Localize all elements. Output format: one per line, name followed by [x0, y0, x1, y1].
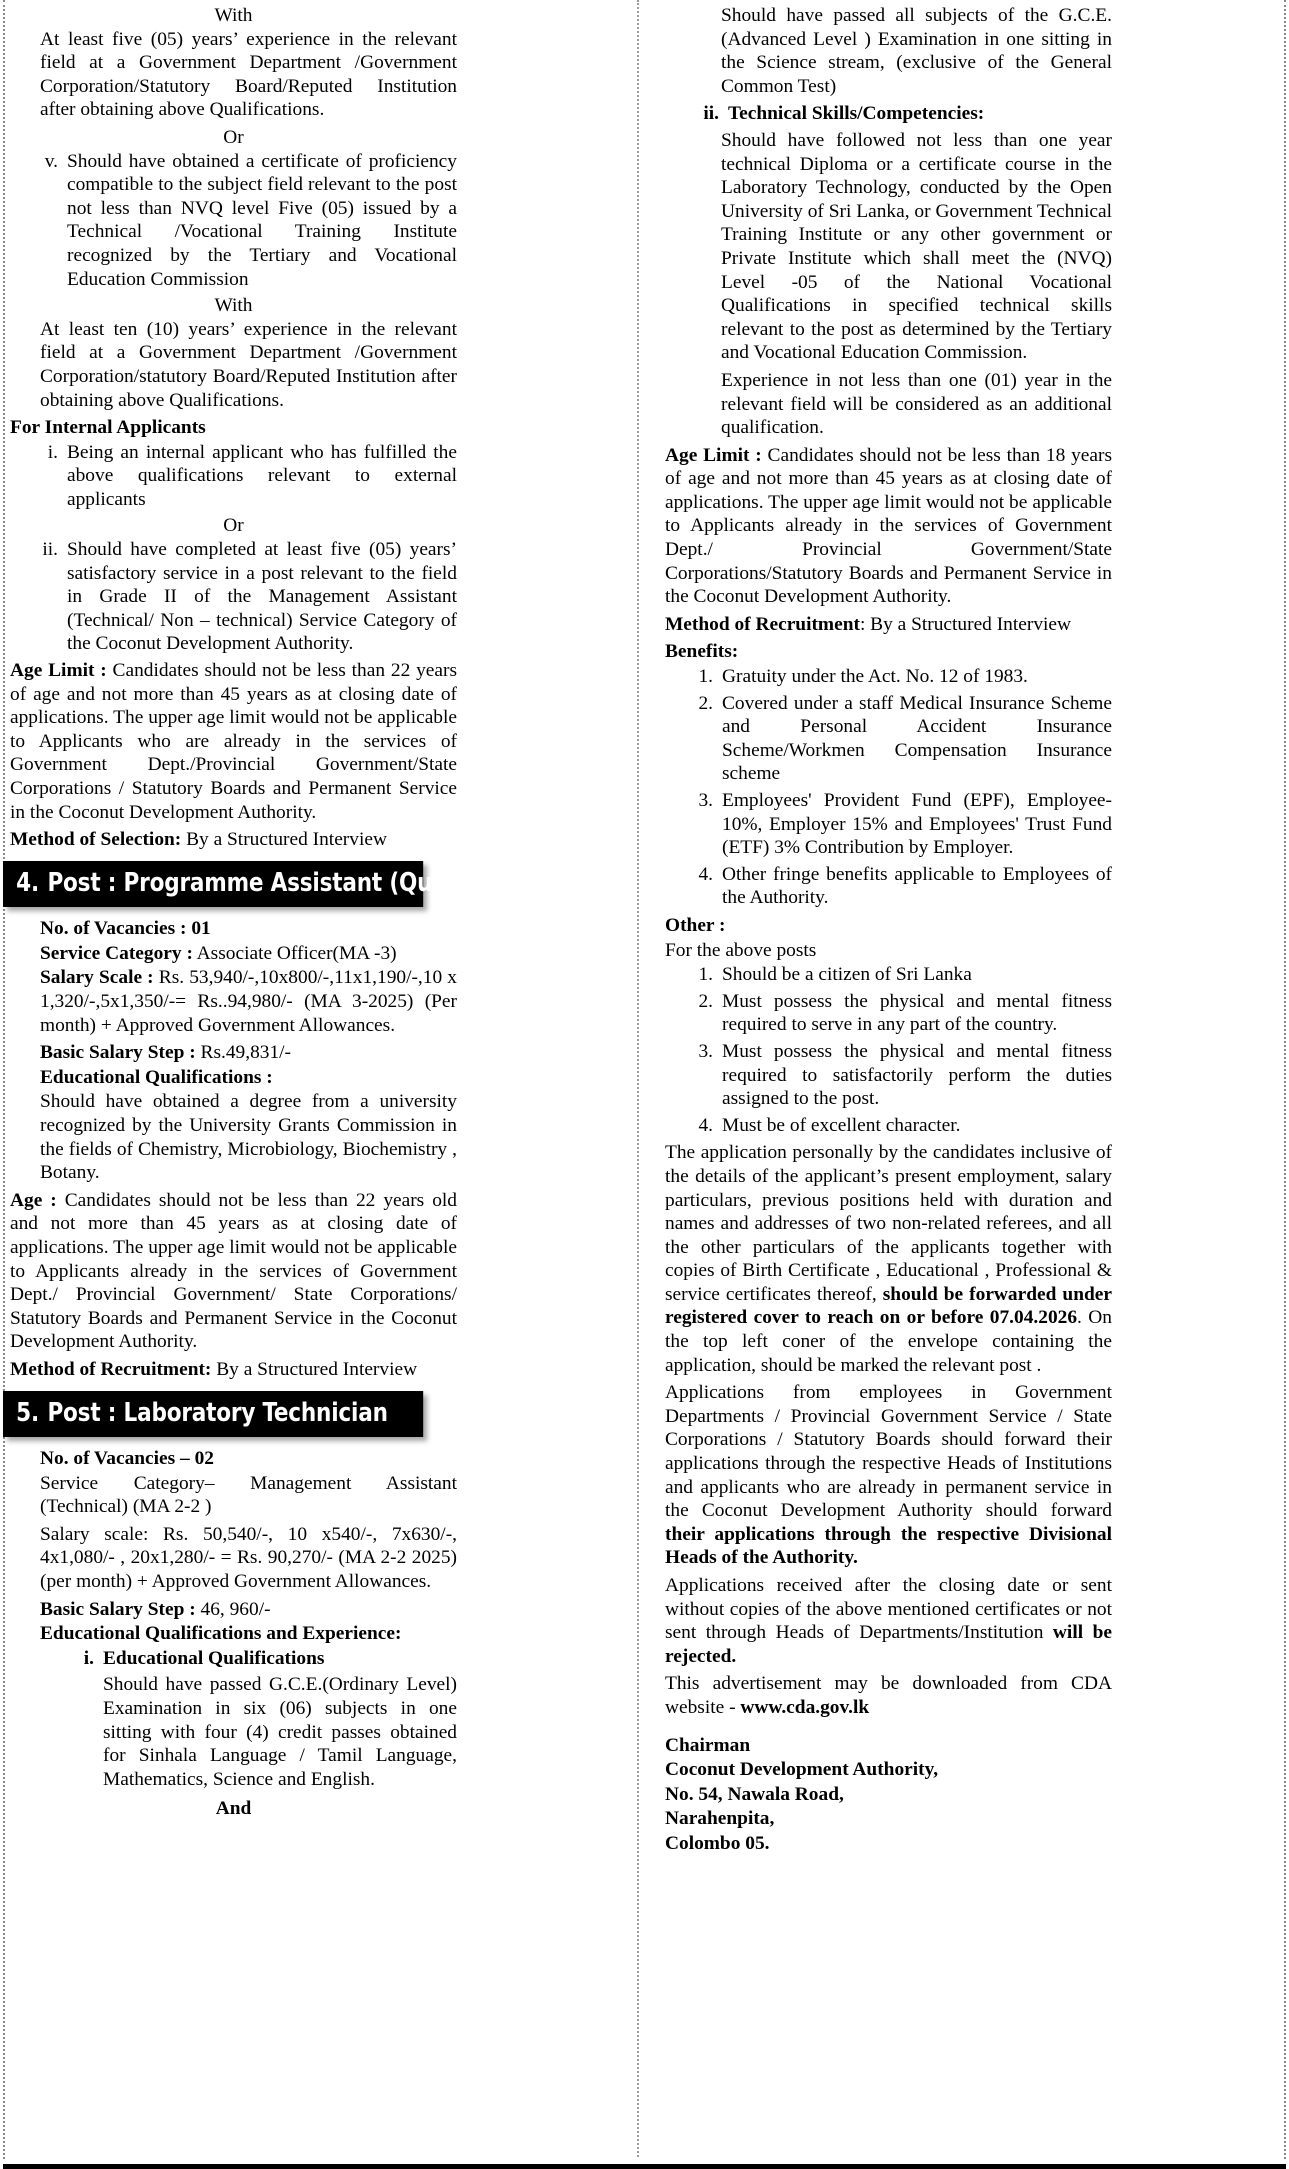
- list-text: Employees' Provident Fund (EPF), Employee-10%, Employer 15% and Employees' Trust Fund (ETF) 3% Contribution by Employer.: [722, 790, 1112, 859]
- application-instructions-paragraph: [665, 1141, 1112, 1377]
- post-5-service-category: Service Category– Management Assistant (Technical) (MA 2-2 ): [40, 1472, 457, 1518]
- list-marker: 3.: [698, 1040, 713, 1062]
- list-marker: 3.: [698, 790, 713, 811]
- list-text: Other fringe benefits applicable to Employees of the Authority.: [722, 863, 1112, 909]
- list-text: Must possess the physical and mental fitness required to serve in any part of the country.: [722, 990, 1112, 1036]
- list-text: Educational Qualifications: [103, 1647, 325, 1669]
- gov-employees-text-part-1: Applications from employees in Government Departments / Provincial Government Service / State Corporations / Statutory Boards should forward their applications through the respective Heads of Institutions and applicants who are already in permanent service in the Coconut Development Authority should forward: [665, 1382, 1112, 1522]
- list-item-internal-i: [32, 441, 457, 512]
- post-4-education-heading: Educational Qualifications :: [40, 1066, 273, 1088]
- right-column: [665, 4, 1112, 1857]
- list-marker: v.: [44, 150, 58, 172]
- post-4-age-paragraph: [10, 1189, 457, 1354]
- post-5-sub-item-i: [66, 1647, 457, 1671]
- and-label: And: [215, 1798, 252, 1820]
- method-of-selection-paragraph: [10, 828, 457, 852]
- late-applications-text: Applications received after the closing date or sent without copies of the above mentioned certificates or not sent through Heads of Departments/Institution: [665, 1575, 1112, 1644]
- technical-skills-text: Should have followed not less than one year technical Diploma or a certificate course in the Laboratory Technology, conducted by the Open University of Sri Lanka, or Government Technical Training Institute or any other government or Private Institute which shall meet the (NVQ) Level -05 of the National Vocational Qualifications in specified technical skills relevant to the post as determined by the Tertiary and Vocational Education Commission.: [721, 129, 1112, 364]
- download-text: This advertisement may be downloaded from CDA website -: [665, 1673, 1112, 1718]
- signature-address-street: No. 54, Nawala Road,: [665, 1783, 844, 1805]
- experience-para-1: At least five (05) years’ experience in the relevant field at a Government Department /Government Corporation/Statutory Board/Reputed Institution after obtaining above Qualifications.: [40, 28, 457, 121]
- post-5-sub-item-i-text: Should have passed G.C.E.(Ordinary Level) Examination in six (06) subjects in one sitting with four (4) credit passes obtained for Sinhala Language / Tamil Language, Mathematics, Science and English.: [103, 1674, 457, 1790]
- post-4-service-category: [40, 942, 457, 966]
- post-4-age-text: Candidates should not be less than 22 years old and not more than 45 years as at closing date of applications. The upper age limit would not be applicable to Applicants already in the services of Government Dept./ Provincial Government/ State Corporations/ Statutory Boards and Permanent Service in the Coconut Development Authority.: [10, 1189, 457, 1353]
- list-text: Being an internal applicant who has fulfilled the above qualifications relevant to external applicants: [67, 441, 457, 510]
- list-text: Covered under a staff Medical Insurance Scheme and Personal Accident Insurance Scheme/Workmen Compensation Insurance scheme: [722, 692, 1112, 785]
- post-4-method-value: By a Structured Interview: [211, 1358, 418, 1380]
- post-4-basic-step-value: Rs.49,831/-: [195, 1042, 292, 1064]
- application-deadline-bold: should be forwarded under registered cover to reach on or before 07.04.2026: [665, 1283, 1112, 1329]
- signature-address-area: Narahenpita,: [665, 1808, 775, 1830]
- list-text: Must possess the physical and mental fitness required to satisfactorily perform the duties assigned to the post.: [722, 1040, 1112, 1110]
- list-text: Should have obtained a certificate of proficiency compatible to the subject field relevant to the post not less than NVQ level Five (05) issued by a Technical /Vocational Training Institute recognized by the Tertiary and Vocational Education Commission: [67, 150, 457, 290]
- right-method-label: Method of Recruitment: [665, 613, 860, 635]
- or-label-1: Or: [223, 126, 244, 148]
- benefit-item: [687, 863, 1112, 910]
- other-item: [687, 1040, 1112, 1111]
- left-column: [10, 4, 598, 1821]
- late-applications-paragraph: [665, 1574, 1112, 1668]
- with-label-2: With: [214, 295, 253, 317]
- other-heading: Other :: [665, 914, 726, 936]
- sub-item-ii: [691, 102, 1112, 126]
- post-4-salary-scale-value: Rs. 53,940/-,10x800/-,11x1,190/-,10 x 1,320/-,5x1,350/-= Rs..94,980/- (MA 3-2025) (Per month) + Approved Government Allowances.: [40, 967, 457, 1036]
- other-intro: For the above posts: [665, 939, 817, 961]
- list-marker: 4.: [698, 863, 713, 885]
- with-label-1: With: [214, 5, 253, 26]
- age-limit-text: Candidates should not be less than 22 years of age and not more than 45 years as at closing date of applications. The upper age limit would not be applicable to Applicants who are already in the services of Government Dept./Provincial Government/State Corporations / Statutory Boards and Permanent Service in the Coconut Development Authority.: [10, 660, 457, 823]
- list-marker: 1.: [698, 666, 713, 688]
- list-text: Must be of excellent character.: [722, 1114, 961, 1136]
- post-4-salary-scale-label: Salary Scale :: [40, 967, 154, 989]
- list-marker: 1.: [698, 964, 713, 986]
- age-limit-paragraph: [10, 659, 457, 824]
- post-4-number: 4.: [16, 867, 39, 898]
- list-text: Should have completed at least five (05) years’ satisfactory service in a post relevant to the field in Grade II of the Management Assistant (Technical/ Non – technical) Service Category of the Coconut Development Authority.: [67, 539, 457, 655]
- post-4-method-paragraph: [10, 1358, 457, 1382]
- list-marker: 2.: [698, 990, 713, 1012]
- right-age-limit-paragraph: [665, 444, 1112, 609]
- method-of-selection-text: By a Structured Interview: [181, 829, 387, 851]
- other-item: [687, 963, 1112, 987]
- download-paragraph: [665, 1672, 1112, 1719]
- post-4-method-label: Method of Recruitment:: [10, 1358, 212, 1380]
- signature-block: [665, 1734, 1112, 1856]
- other-item: [687, 990, 1112, 1037]
- post-5-basic-step-label: Basic Salary Step :: [40, 1598, 196, 1620]
- post-5-basic-step-value: 46, 960/-: [195, 1598, 271, 1620]
- method-of-selection-label: Method of Selection:: [10, 829, 182, 851]
- benefits-heading: Benefits:: [665, 641, 739, 663]
- technical-skills-experience-text: Experience in not less than one (01) year in the relevant field will be considered as an additional qualification.: [721, 369, 1112, 439]
- signature-address-city: Colombo 05.: [665, 1832, 770, 1854]
- post-4-basic-step-label: Basic Salary Step :: [40, 1042, 196, 1064]
- post-5-title-bar: [3, 1391, 423, 1438]
- list-marker: ii.: [703, 103, 719, 125]
- post-5-vacancies: No. of Vacancies – 02: [40, 1448, 214, 1470]
- signature-authority: Coconut Development Authority,: [665, 1759, 939, 1781]
- gov-employees-bold: their applications through the respective Divisional Heads of the Authority.: [665, 1523, 1112, 1569]
- post-5-details: [40, 1447, 457, 1791]
- other-item: [687, 1114, 1112, 1138]
- list-marker: i.: [83, 1647, 94, 1669]
- list-marker: 4.: [698, 1114, 713, 1136]
- post-4-details: [40, 917, 457, 1185]
- advanced-level-continuation: Should have passed all subjects of the G.C.E.(Advanced Level ) Examination in one sitting in the Science stream, (exclusive of the General Common Test): [721, 5, 1112, 97]
- right-age-limit-text: Candidates should not be less than 18 years of age and not more than 45 years as at closing date of applications. The upper age limit would not be applicable to Applicants already in the services of Government Dept./ Provincial Government/State Corporations/Statutory Boards and Permanent Service in the Coconut Development Authority.: [665, 444, 1112, 608]
- list-marker: 2.: [698, 692, 713, 714]
- footer-rule: [3, 2164, 1286, 2169]
- benefit-item: [687, 789, 1112, 860]
- or-label-2: Or: [223, 515, 244, 537]
- list-text: Technical Skills/Competencies:: [728, 103, 985, 125]
- rejected-bold: will be rejected.: [665, 1622, 1112, 1667]
- post-4-service-category-label: Service Category :: [40, 942, 193, 964]
- age-limit-label: Age Limit :: [10, 660, 107, 682]
- application-text-part-1: The application personally by the candidates inclusive of the details of the applicant’s present employment, salary particulars, previous positions held with duration and names and addresses of two non-related referees, and all the other particulars of the applicants together with copies of Birth Certificate , Educational , Professional & service certificates thereof,: [665, 1142, 1112, 1305]
- post-4-age-label: Age :: [10, 1189, 57, 1211]
- post-4-basic-step: [40, 1041, 457, 1065]
- post-4-title: Post : Programme Assistant (Quality Control ): [47, 867, 598, 898]
- post-5-title: Post : Laboratory Technician: [47, 1397, 388, 1428]
- internal-applicants-heading: For Internal Applicants: [10, 417, 206, 439]
- list-item-internal-ii: [32, 538, 457, 656]
- website-url[interactable]: www.cda.gov.lk: [740, 1696, 870, 1718]
- post-4-vacancies: No. of Vacancies : 01: [40, 918, 211, 940]
- list-text: Gratuity under the Act. No. 12 of 1983.: [722, 666, 1028, 688]
- right-method-paragraph: [665, 613, 1112, 637]
- right-method-value: : By a Structured Interview: [859, 613, 1072, 635]
- post-5-basic-step: [40, 1598, 457, 1622]
- post-4-service-category-value: Associate Officer(MA -3): [192, 942, 397, 964]
- post-5-number: 5.: [16, 1397, 39, 1428]
- post-4-title-bar: [3, 861, 598, 908]
- list-text: Should be a citizen of Sri Lanka: [722, 964, 972, 986]
- post-4-education-text: Should have obtained a degree from a university recognized by the University Grants Commission in the fields of Chemistry, Microbiology, Biochemistry , Botany.: [40, 1091, 457, 1184]
- benefit-item: [687, 692, 1112, 786]
- signature-chairman: Chairman: [665, 1734, 751, 1756]
- post-5-salary-scale: Salary scale: Rs. 50,540/-, 10 x540/-, 7x630/-, 4x1,080/- , 20x1,280/- = Rs. 90,270/- (MA 2-2 2025) (per month) + Approved Government Allowances.: [40, 1523, 457, 1593]
- benefit-item: [687, 665, 1112, 689]
- experience-para-2: At least ten (10) years’ experience in the relevant field at a Government Department /Government Corporation/statutory Board/Reputed Institution after obtaining above Qualifications.: [40, 318, 457, 411]
- list-marker: ii.: [42, 539, 58, 561]
- government-employees-paragraph: [665, 1381, 1112, 1570]
- right-age-limit-label: Age Limit :: [665, 444, 762, 466]
- application-text-part-3: . On the top left coner of the envelope containing the application, should be marked the relevant post .: [665, 1307, 1112, 1376]
- list-marker: i.: [47, 441, 58, 463]
- list-item-v: [32, 150, 457, 292]
- post-5-education-heading: Educational Qualifications and Experience:: [40, 1623, 402, 1645]
- post-4-salary-scale: [40, 966, 457, 1037]
